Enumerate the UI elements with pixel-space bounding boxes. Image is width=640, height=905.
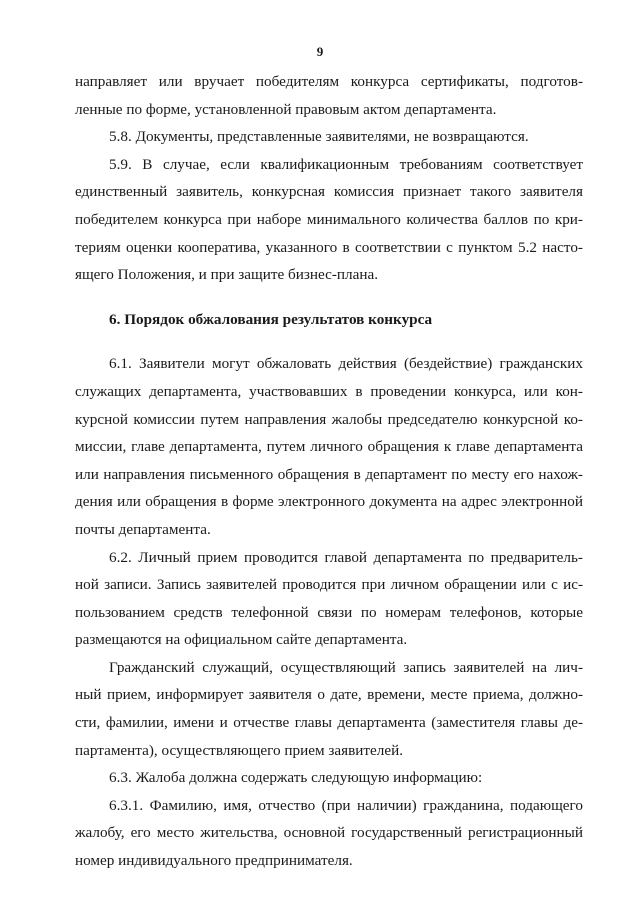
text-line: 6.3.1. Фамилию, имя, отчество (при наличии) гражданина, подающего: [109, 796, 583, 814]
text-line: дения или обращения в форме электронного документа на адрес электронной: [75, 493, 583, 511]
text-line: размещаются на официальном сайте департамента.: [75, 631, 408, 649]
text-line: сти, фамилии, имени и отчестве главы департамента (заместителя главы де-: [75, 714, 583, 732]
text-line: служащих департамента, участвовавших в проведении конкурса, или кон-: [75, 382, 583, 400]
text-line: номер индивидуального предпринимателя.: [75, 852, 353, 870]
text-line: 5.8. Документы, представленные заявителями, не возвращаются.: [109, 128, 529, 146]
text-line: миссии, главе департамента, путем личного обращения к главе департамента: [75, 438, 583, 456]
text-line: жалобу, его место жительства, основной государственный регистрационный: [75, 824, 583, 842]
paragraph: [75, 764, 583, 792]
text-line: ный прием, информирует заявителя о дате, времени, месте приема, должно-: [75, 686, 583, 704]
paragraph: [75, 123, 583, 151]
text-line: ящего Положения, и при защите бизнес-плана.: [75, 266, 379, 284]
text-line: 6.1. Заявители могут обжаловать действия (бездействие) гражданских: [109, 355, 583, 373]
paragraph: [75, 350, 583, 543]
heading-line: 6. Порядок обжалования результатов конкурса: [109, 310, 433, 328]
text-line: 5.9. В случае, если квалификационным требованиям соответствует: [109, 155, 583, 173]
text-line: пользованием средств телефонной связи по номерам телефонов, которые: [75, 603, 583, 621]
text-line: или направления письменного обращения в департамент по месту его нахож-: [75, 465, 583, 483]
paragraph: [75, 68, 583, 123]
text-line: единственный заявитель, конкурсная комиссия признает такого заявителя: [75, 183, 583, 201]
text-line: партамента), осуществляющего прием заявителей.: [75, 741, 404, 759]
paragraph: [75, 654, 583, 764]
paragraph: [75, 792, 583, 875]
text-line: победителем конкурса при наборе минимального количества баллов по кри-: [75, 210, 583, 228]
text-line: териям оценки кооператива, указанного в соответствии с пунктом 5.2 насто-: [75, 238, 583, 256]
text-line: ной записи. Запись заявителей проводится при личном обращении или с ис-: [75, 576, 583, 594]
text-line: 6.3. Жалоба должна содержать следующую информацию:: [109, 769, 483, 787]
paragraph: [75, 151, 583, 289]
text-line: направляет или вручает победителям конкурса сертификаты, подготов-: [75, 73, 583, 90]
page-number: 9: [316, 44, 324, 59]
text-line: 6.2. Личный прием проводится главой департамента по предваритель-: [109, 548, 583, 566]
page-body: [75, 68, 583, 875]
text-line: Гражданский служащий, осуществляющий запись заявителей на лич-: [109, 658, 583, 676]
text-line: ленные по форме, установленной правовым актом департамента.: [75, 100, 497, 118]
text-line: курсной комиссии путем направления жалобы председателю конкурсной ко-: [75, 410, 583, 428]
section-heading: [75, 306, 583, 334]
paragraph: [75, 544, 583, 654]
text-line: почты департамента.: [75, 520, 211, 538]
